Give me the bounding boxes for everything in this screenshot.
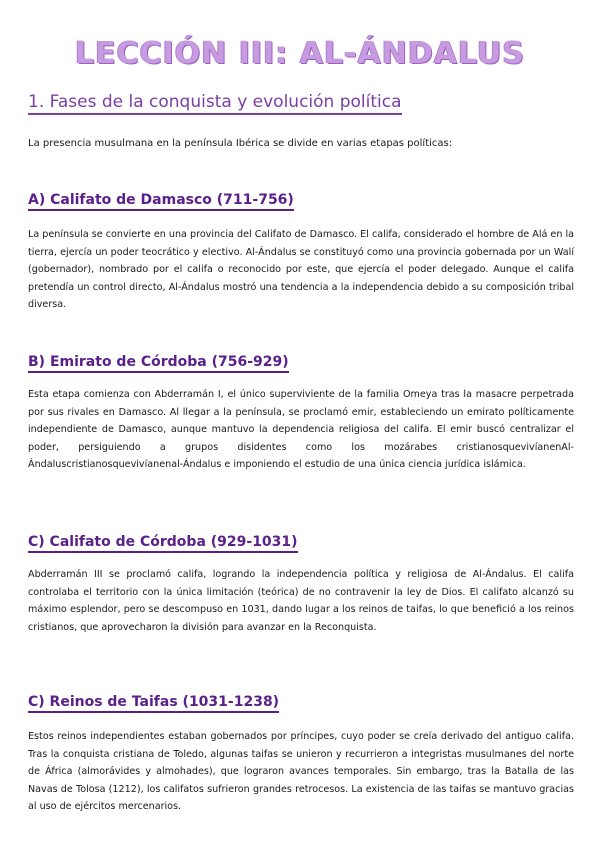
phase-heading-text: C) Reinos de Taifas (1031-1238) [28, 694, 279, 713]
phase-heading-text: C) Califato de Córdoba (929-1031) [28, 534, 298, 553]
section-heading-text: 1. Fases de la conquista y evolución política [28, 92, 402, 115]
section-heading [28, 92, 402, 112]
phase-heading-text: A) Califato de Damasco (711-756) [28, 192, 294, 211]
phase-heading-text: B) Emirato de Córdoba (756-929) [28, 354, 289, 373]
phase-text-taifas: Estos reinos independientes estaban gobernados por príncipes, cuyo poder se creía derivado del antiguo califa. Tras la conquista cristiana de Toledo, algunas taifas se unieron y recurrieron a integristas musulmanes del norte de África (almorávides y almohades), que lograron avances temporales. Sin embargo, tras la Batalla de las Navas de Tolosa (1212), los califatos sufrieron grandes retrocesos. La existencia de las taifas se mantuvo gracias al uso de ejércitos mercenarios. [28, 731, 574, 813]
phase-text-damasco: La península se convierte en una provincia del Califato de Damasco. El califa, considerado el hombre de Alá en la tierra, ejercía un poder teocrático y electivo. Al-Ándalus se constituyó como una provincia gobernada por un Walí (gobernador), nombrado por el califa o reconocido por este, que ejercía el poder delegado. Aunque el califa pretendía un control directo, Al-Ándalus mostró una tendencia a la independencia debido a su composición tribal diversa. [28, 229, 574, 311]
phase-heading-damasco [28, 192, 294, 208]
intro-text: La presencia musulmana en la península Ibérica se divide en varias etapas políticas: [28, 138, 453, 149]
phase-text-califato: Abderramán III se proclamó califa, logrando la independencia política y religiosa de Al-Ándalus. El califa controlaba el territorio con la única limitación (teórica) de no contravenir la ley de Dios. El califato alcanzó su máximo esplendor, pero se descompuso en 1031, dando lugar a los reinos de taifas, lo que benefició a los reinos cristianos, que aprovecharon la división para avanzar en la Reconquista. [28, 569, 574, 633]
phase-heading-emirato [28, 354, 289, 370]
phase-text-emirato: Esta etapa comienza con Abderramán I, el único superviviente de la familia Omeya tras la masacre perpetrada por sus rivales en Damasco. Al llegar a la península, se proclamó emir, estableciendo un emirato políticamente independiente de Damasco, aunque mantuvo la dependencia religiosa del califa. El emir buscó centralizar el poder, persiguiendo a grupos disidentes como los mozárabes cristianosquevivíanenAl-Ándaluscristianosquevivíanenal-Ándalus e imponiendo el estudio de una única ciencia jurídica islámica. [28, 389, 574, 471]
phase-heading-taifas [28, 694, 279, 710]
phase-heading-califato [28, 534, 298, 550]
page-title: LECCIÓN III: AL-ÁNDALUS [74, 36, 526, 71]
